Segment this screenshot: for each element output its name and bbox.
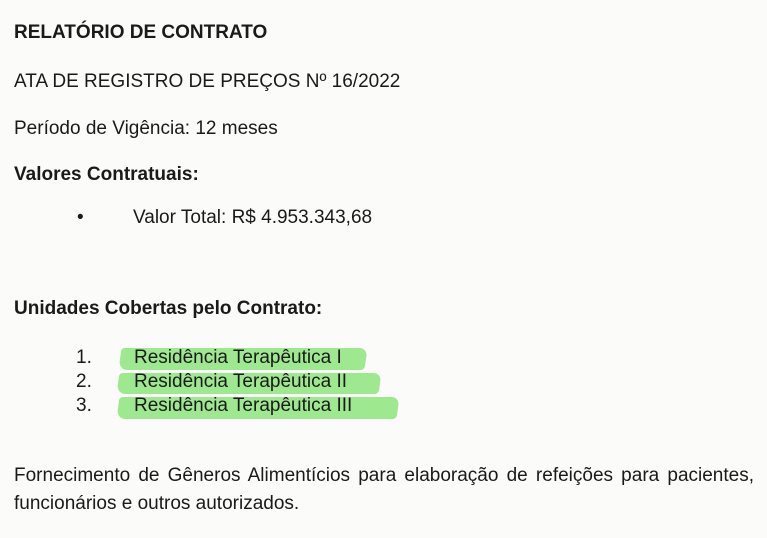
vigencia-period: Período de Vigência: 12 meses (14, 118, 278, 139)
list-number: 2. (76, 371, 92, 392)
list-item-residencia-1: Residência Terapêutica I (134, 347, 342, 368)
ata-number: ATA DE REGISTRO DE PREÇOS Nº 16/2022 (14, 71, 401, 92)
page-title: RELATÓRIO DE CONTRATO (14, 22, 268, 43)
list-item-residencia-3: Residência Terapêutica III (134, 395, 353, 416)
list-number: 3. (76, 395, 92, 416)
unidades-heading: Unidades Cobertas pelo Contrato: (14, 298, 323, 319)
list-number: 1. (76, 347, 92, 368)
descricao-paragraph: Fornecimento de Gêneros Alimentícios para elaboração de refeições para pacientes, funcionários e outros autorizados. (14, 465, 754, 514)
bullet-icon: • (77, 207, 84, 228)
list-item-residencia-2: Residência Terapêutica II (134, 371, 347, 392)
valor-total: Valor Total: R$ 4.953.343,68 (133, 207, 373, 228)
valores-heading: Valores Contratuais: (14, 164, 199, 185)
